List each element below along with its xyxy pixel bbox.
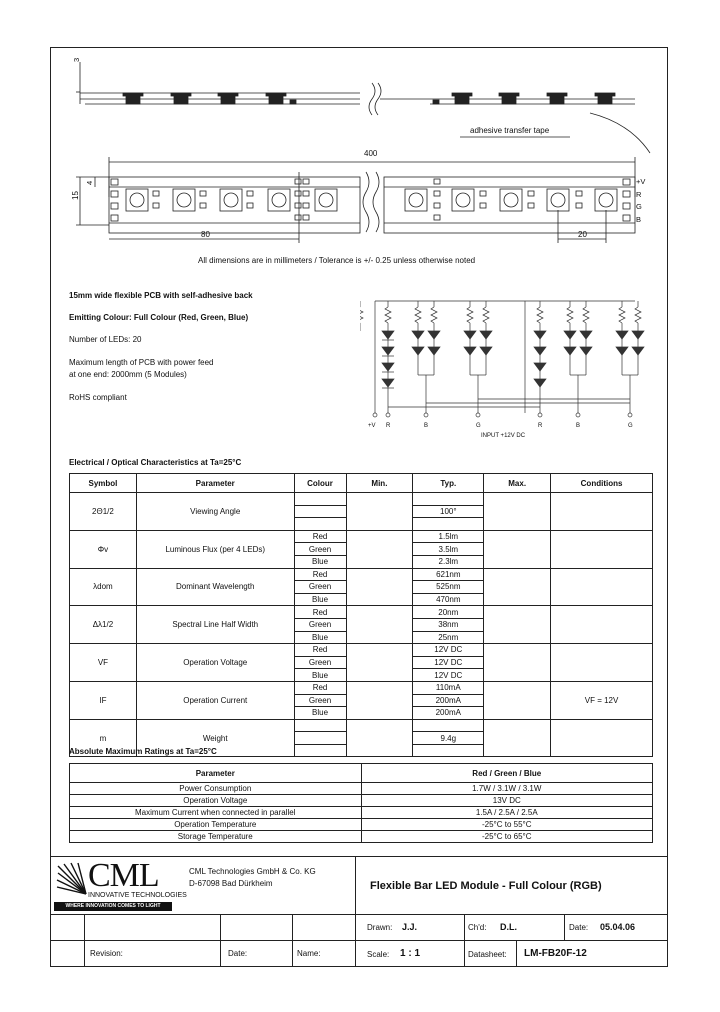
dimension-note: All dimensions are in millimeters / Tolerance is +/- 0.25 unless otherwise noted	[198, 256, 476, 265]
condition-cell	[551, 606, 653, 644]
typ-cell: 9.4g	[413, 732, 484, 745]
parameter-cell: Dominant Wavelength	[136, 568, 294, 606]
condition-cell	[551, 719, 653, 757]
colour-cell: Red	[294, 606, 346, 619]
terminal-v: +V	[368, 423, 376, 429]
pin-r: R	[636, 189, 642, 199]
condition-cell	[551, 568, 653, 606]
parameter-cell: Operation Voltage	[136, 644, 294, 682]
colour-cell	[294, 518, 346, 531]
absolute-table	[69, 763, 653, 843]
max-cell	[484, 493, 551, 531]
width-dim: 15	[71, 191, 80, 200]
abs-col-parameter: Parameter	[70, 764, 362, 783]
logo-text: CML	[88, 857, 159, 894]
symbol-cell: m	[70, 719, 137, 757]
min-cell	[346, 606, 413, 644]
date-value: 05.04.06	[600, 922, 636, 932]
colour-cell: Red	[294, 644, 346, 657]
revision-label: Revision:	[90, 949, 123, 958]
typ-cell: 12V DC	[413, 656, 484, 669]
checked-value: D.L.	[500, 922, 517, 932]
feature-pcb: 15mm wide flexible PCB with self-adhesive back	[69, 291, 253, 300]
typ-cell: 525nm	[413, 581, 484, 594]
col-max: Max.	[484, 474, 551, 493]
condition-cell	[551, 644, 653, 682]
symbol-cell: Δλ1/2	[70, 606, 137, 644]
feature-max-length-1: Maximum length of PCB with power feed	[69, 358, 214, 367]
company-address: D-67098 Bad Dürkheim	[189, 879, 273, 888]
max-cell	[484, 719, 551, 757]
min-cell	[346, 493, 413, 531]
absolute-row	[70, 795, 653, 807]
min-cell	[346, 719, 413, 757]
feature-colour: Emitting Colour: Full Colour (Red, Green, Blue)	[69, 313, 249, 322]
electrical-table	[69, 473, 653, 757]
colour-cell	[294, 719, 346, 732]
colour-cell: Blue	[294, 555, 346, 568]
min-cell	[346, 644, 413, 682]
electrical-row	[70, 681, 653, 694]
pitch-dim: 20	[578, 230, 587, 239]
typ-cell: 3.5lm	[413, 543, 484, 556]
terminal-g1: G	[476, 423, 481, 429]
titleblock-divider	[355, 857, 356, 967]
absolute-header-row	[70, 764, 653, 783]
typ-cell: 200mA	[413, 694, 484, 707]
terminal-b1: B	[424, 423, 429, 429]
typ-cell: 38nm	[413, 618, 484, 631]
pin-labels	[636, 176, 645, 226]
colour-cell: Blue	[294, 631, 346, 644]
colour-cell	[294, 732, 346, 745]
abs-parameter-cell: Maximum Current when connected in parallel	[70, 807, 362, 819]
max-cell	[484, 568, 551, 606]
min-cell	[346, 681, 413, 719]
pin-g: G	[636, 202, 642, 211]
symbol-cell: VF	[70, 644, 137, 682]
product-title: Flexible Bar LED Module - Full Colour (RGB)	[370, 880, 602, 892]
max-cell	[484, 606, 551, 644]
min-cell	[346, 530, 413, 568]
datasheet-value: LM-FB20F-12	[524, 948, 587, 959]
colour-cell: Blue	[294, 707, 346, 720]
colour-cell: Blue	[294, 669, 346, 682]
abs-value-cell: 13V DC	[361, 795, 652, 807]
colour-cell: Green	[294, 656, 346, 669]
length-dim: 400	[364, 149, 378, 158]
condition-cell	[551, 493, 653, 531]
typ-cell: 110mA	[413, 681, 484, 694]
abs-parameter-cell: Operation Voltage	[70, 795, 362, 807]
pin-b: B	[636, 214, 642, 224]
abs-value-cell: -25°C to 65°C	[361, 831, 652, 843]
segment-dim: 80	[201, 230, 210, 239]
abs-parameter-cell: Power Consumption	[70, 783, 362, 795]
condition-cell: VF = 12V	[551, 681, 653, 719]
colour-cell	[294, 505, 346, 518]
typ-cell: 1.5lm	[413, 530, 484, 543]
tape-label: adhesive transfer tape	[470, 126, 550, 135]
terminal-g2: G	[628, 423, 633, 429]
parameter-cell: Luminous Flux (per 4 LEDs)	[136, 530, 294, 568]
abs-value-cell: 1.5A / 2.5A / 2.5A	[361, 807, 652, 819]
abs-value-cell: -25°C to 55°C	[361, 819, 652, 831]
symbol-cell: 2Θ1/2	[70, 493, 137, 531]
col-typ: Typ.	[413, 474, 484, 493]
thickness-dim: 3	[72, 57, 81, 62]
col-symbol: Symbol	[70, 474, 137, 493]
typ-cell: 12V DC	[413, 644, 484, 657]
typ-cell: 12V DC	[413, 669, 484, 682]
revision-date-label: Date:	[228, 949, 248, 958]
absolute-row	[70, 807, 653, 819]
abs-parameter-cell: Operation Temperature	[70, 819, 362, 831]
colour-cell	[294, 744, 346, 757]
drawn-value: J.J.	[402, 922, 418, 932]
company-name: CML Technologies GmbH & Co. KG	[189, 867, 316, 876]
circuit-schematic	[360, 295, 660, 445]
logo-sub: INNOVATIVE TECHNOLOGIES	[88, 892, 187, 899]
colour-cell: Green	[294, 694, 346, 707]
typ-cell: 25nm	[413, 631, 484, 644]
pin-v: +V	[636, 177, 646, 186]
symbol-cell: λdom	[70, 568, 137, 606]
checked-label: Ch'd:	[468, 923, 487, 932]
cml-sunburst-logo	[56, 862, 90, 896]
company-block	[50, 859, 355, 911]
date-label: Date:	[569, 923, 589, 932]
rule-v6	[516, 941, 517, 967]
symbol-cell: IF	[70, 681, 137, 719]
typ-cell: 200mA	[413, 707, 484, 720]
typ-cell	[413, 493, 484, 506]
electrical-row	[70, 568, 653, 581]
offset-dim: 4	[85, 180, 94, 185]
rule-v3	[292, 915, 293, 967]
rule-v5	[564, 915, 565, 941]
terminal-b2: B	[576, 423, 581, 429]
electrical-row	[70, 644, 653, 657]
condition-cell	[551, 530, 653, 568]
typ-cell: 621nm	[413, 568, 484, 581]
absolute-row	[70, 819, 653, 831]
titleblock-row-rule-2	[50, 940, 668, 941]
titleblock-row-rule-1	[50, 914, 668, 915]
electrical-header-row	[70, 474, 653, 493]
colour-cell: Green	[294, 581, 346, 594]
typ-cell: 20nm	[413, 606, 484, 619]
col-conditions: Conditions	[551, 474, 653, 493]
name-label: Name:	[297, 949, 321, 958]
parameter-cell: Viewing Angle	[136, 493, 294, 531]
abs-col-values: Red / Green / Blue	[361, 764, 652, 783]
colour-cell: Blue	[294, 593, 346, 606]
parameter-cell: Weight	[136, 719, 294, 757]
colour-cell: Green	[294, 618, 346, 631]
abs-value-cell: 1.7W / 3.1W / 3.1W	[361, 783, 652, 795]
circuit-input-label: INPUT +12V DC	[481, 433, 526, 439]
typ-cell: 100°	[413, 505, 484, 518]
feature-max-length-2: at one end: 2000mm (5 Modules)	[69, 370, 187, 379]
rule-v1	[84, 915, 85, 967]
drawn-label: Drawn:	[367, 923, 393, 932]
typ-cell	[413, 744, 484, 757]
colour-cell: Red	[294, 530, 346, 543]
datasheet-label: Datasheet:	[468, 950, 507, 959]
colour-cell: Red	[294, 681, 346, 694]
scale-label: Scale:	[367, 950, 390, 959]
scale-value: 1 : 1	[400, 948, 421, 959]
electrical-row	[70, 493, 653, 506]
rule-v4	[464, 915, 465, 967]
max-cell	[484, 681, 551, 719]
colour-cell	[294, 493, 346, 506]
absolute-title: Absolute Maximum Ratings at Ta=25°C	[69, 747, 217, 756]
logo-slogan: WHERE INNOVATION COMES TO LIGHT	[54, 902, 172, 911]
mechanical-drawing	[50, 47, 668, 277]
max-cell	[484, 644, 551, 682]
rule-v2	[220, 915, 221, 967]
col-parameter: Parameter	[136, 474, 294, 493]
absolute-row	[70, 831, 653, 843]
electrical-title: Electrical / Optical Characteristics at Ta=25°C	[69, 458, 242, 467]
typ-cell: 2.3lm	[413, 555, 484, 568]
terminal-r2: R	[538, 423, 543, 429]
max-cell	[484, 530, 551, 568]
typ-cell	[413, 518, 484, 531]
symbol-cell: Φv	[70, 530, 137, 568]
feature-led-count: Number of LEDs: 20	[69, 335, 142, 344]
colour-cell: Green	[294, 543, 346, 556]
min-cell	[346, 568, 413, 606]
terminal-r1: R	[386, 423, 391, 429]
typ-cell	[413, 719, 484, 732]
parameter-cell: Operation Current	[136, 681, 294, 719]
abs-parameter-cell: Storage Temperature	[70, 831, 362, 843]
col-colour: Colour	[294, 474, 346, 493]
typ-cell: 470nm	[413, 593, 484, 606]
feature-rohs: RoHS compliant	[69, 393, 127, 402]
parameter-cell: Spectral Line Half Width	[136, 606, 294, 644]
electrical-row	[70, 530, 653, 543]
electrical-row	[70, 606, 653, 619]
electrical-row	[70, 719, 653, 732]
colour-cell: Red	[294, 568, 346, 581]
col-min: Min.	[346, 474, 413, 493]
absolute-row	[70, 783, 653, 795]
